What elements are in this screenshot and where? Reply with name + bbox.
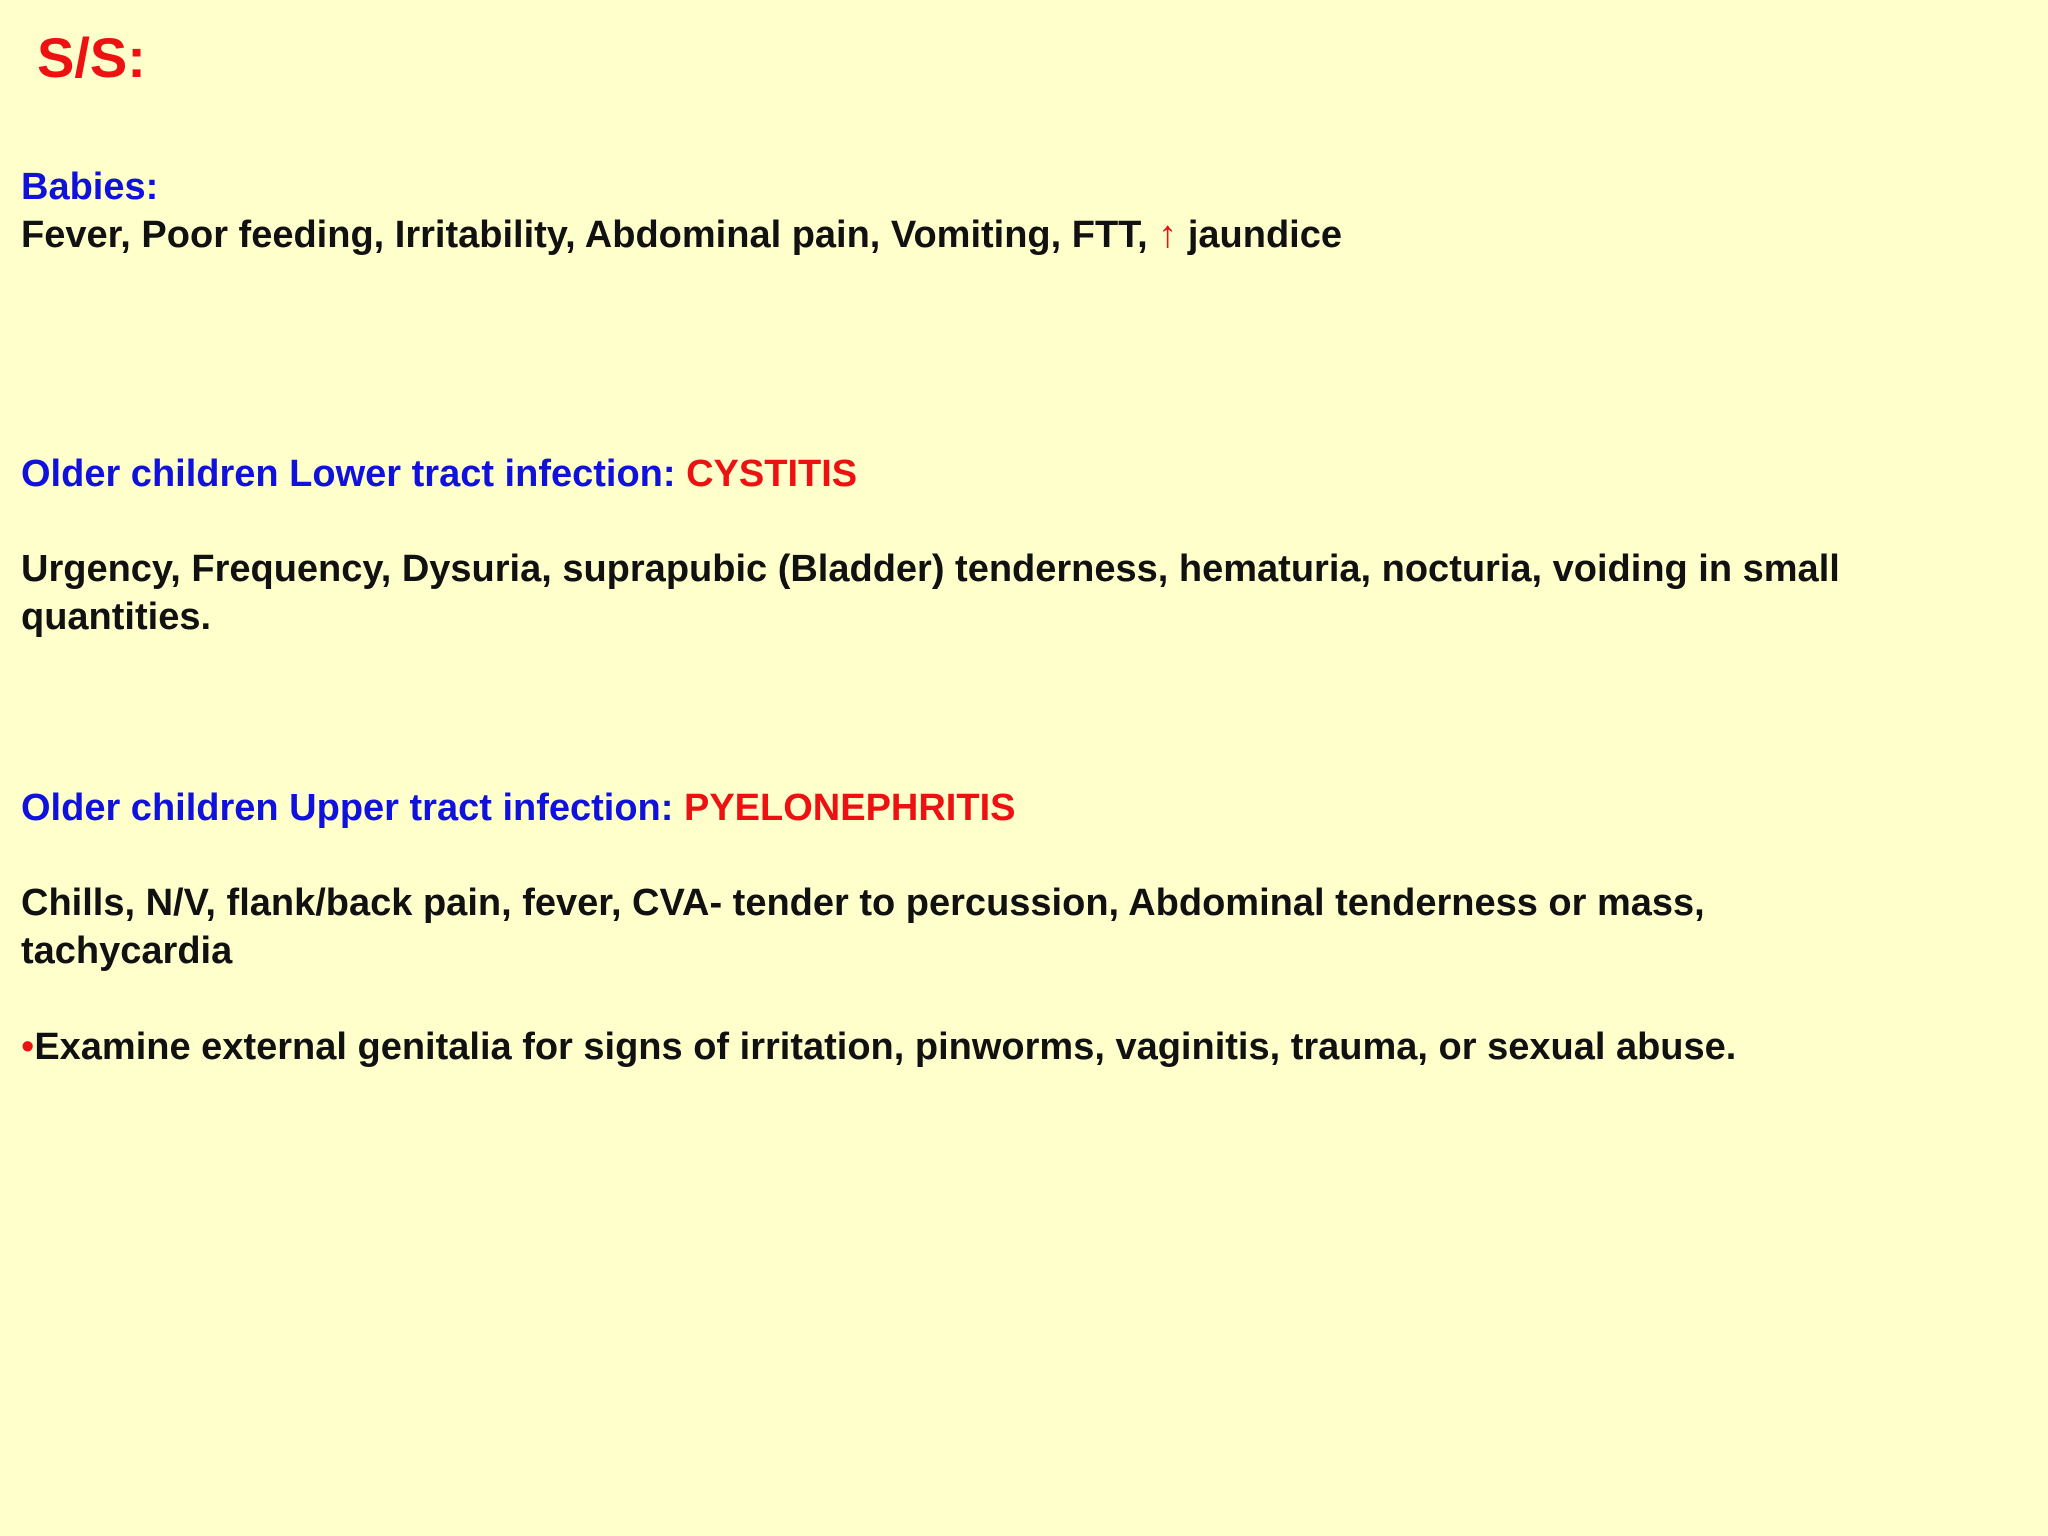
upper-tract-symptoms-line2: tachycardia [21, 930, 233, 972]
lower-tract-heading-text: Older children Lower tract infection: [21, 453, 676, 495]
lower-tract-heading [21, 450, 857, 498]
up-arrow-icon: ↑ [1158, 214, 1178, 256]
babies-symptoms-tail: jaundice [1187, 214, 1343, 256]
babies-symptoms-text: Fever, Poor feeding, Irritability, Abdominal pain, Vomiting, FTT, [21, 214, 1148, 256]
upper-tract-diagnosis: PYELONEPHRITIS [683, 787, 1016, 829]
babies-symptoms [21, 211, 1342, 259]
lower-tract-diagnosis: CYSTITIS [686, 453, 858, 495]
examination-note-text: Examine external genitalia for signs of irritation, pinworms, vaginitis, trauma, or sexual abuse. [34, 1026, 1737, 1068]
upper-tract-heading [21, 784, 1015, 832]
lower-tract-symptoms-line2: quantities. [21, 596, 212, 638]
upper-tract-symptoms-line1: Chills, N/V, flank/back pain, fever, CVA- tender to percussion, Abdominal tenderness or mass, [21, 882, 1705, 924]
lower-tract-symptoms-line1: Urgency, Frequency, Dysuria, suprapubic (Bladder) tenderness, hematuria, nocturia, voiding in small [21, 548, 1840, 590]
bullet-icon: • [21, 1026, 35, 1068]
babies-heading: Babies: [21, 166, 159, 208]
upper-tract-heading-text: Older children Upper tract infection: [21, 787, 674, 829]
examination-note [21, 1023, 1736, 1071]
slide-title: S/S: [37, 26, 146, 89]
